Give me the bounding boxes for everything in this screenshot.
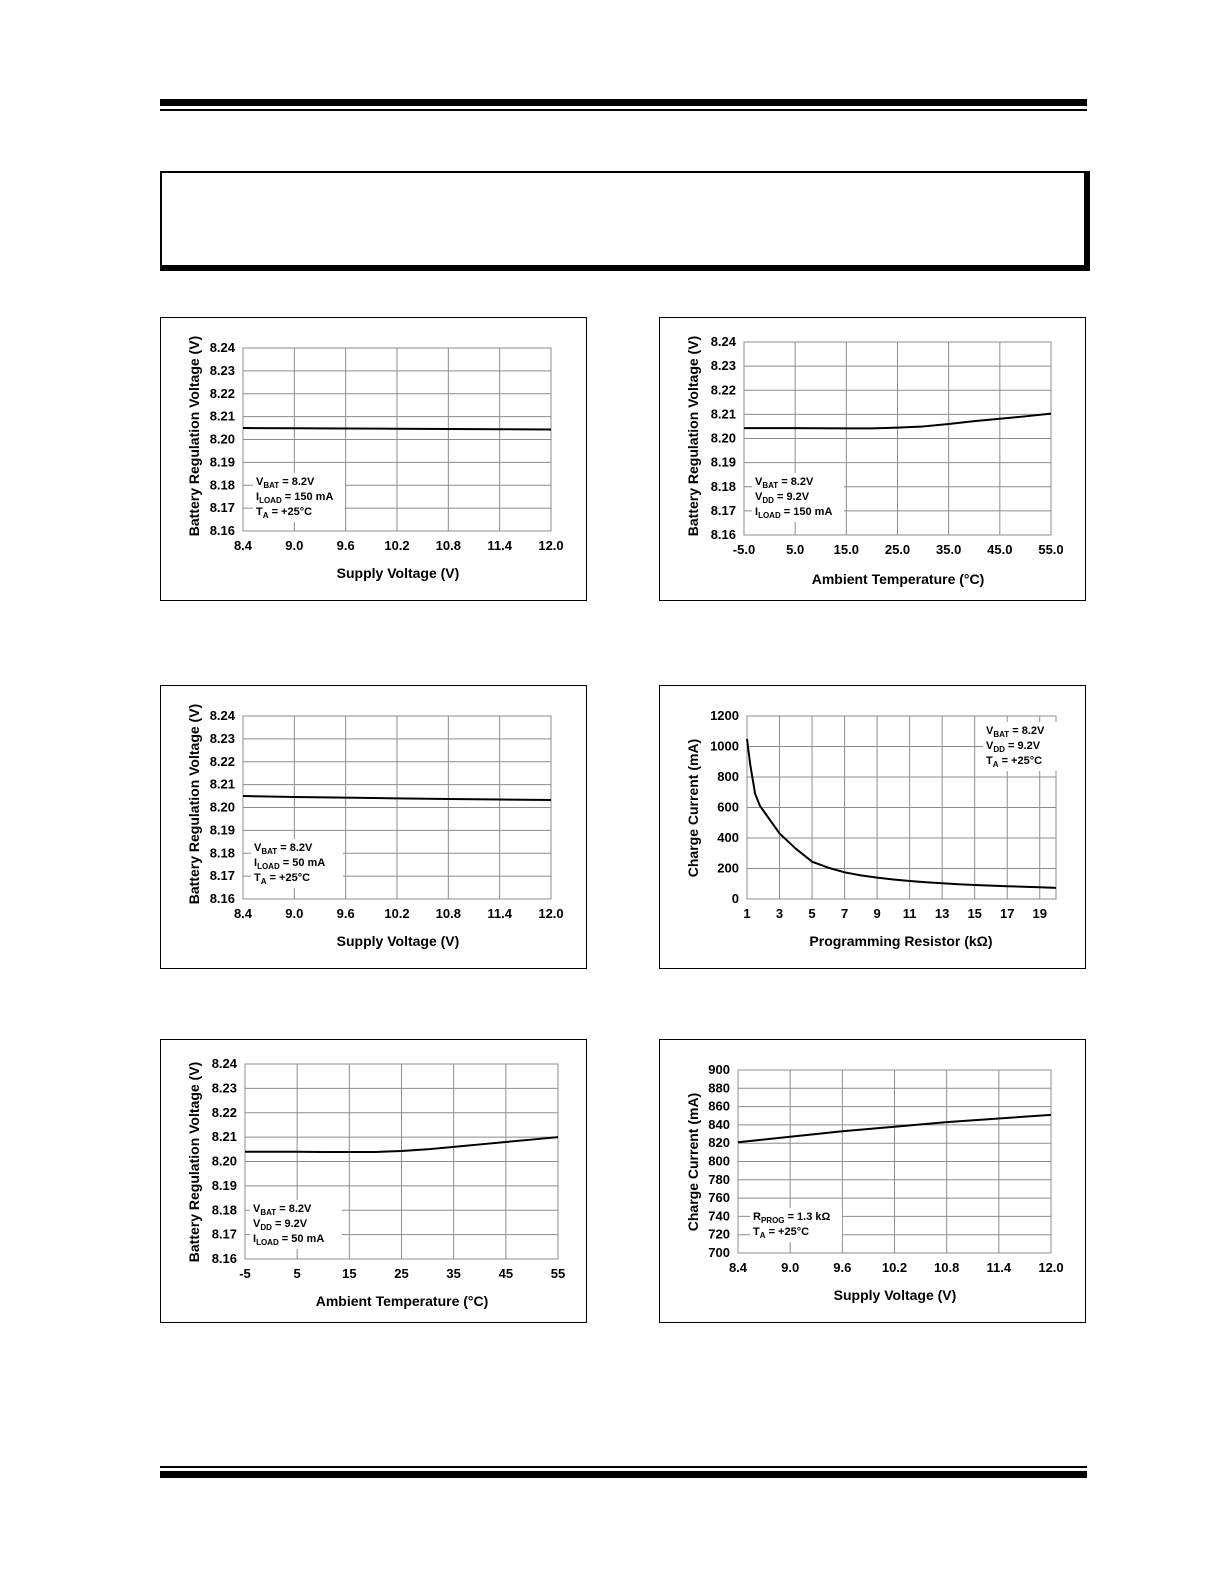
x-tick-label: 35 (446, 1266, 461, 1281)
chart-charge-current-vs-resistor (659, 685, 1086, 969)
condition-annotation: $T_A = +25^\circ C$ (254, 872, 311, 886)
header-box (160, 171, 1090, 271)
y-tick-label: 8.24 (211, 1056, 237, 1071)
y-tick-label: 800 (708, 1153, 730, 1169)
y-tick-label: 8.20 (710, 430, 736, 446)
y-tick-label: 820 (708, 1135, 730, 1151)
condition-annotation: $T_A = +25^\circ C$ (753, 1226, 810, 1240)
y-tick-label: 8.24 (710, 334, 736, 349)
condition-annotation: $V_{BAT} = 8.2V$ (254, 842, 313, 856)
c5-svg (161, 1040, 586, 1322)
top-rule-thick (160, 99, 1087, 106)
y-tick-label: 8.23 (710, 358, 736, 374)
x-axis-label: Ambient Temperature (°C) (315, 1293, 489, 1309)
y-tick-label: 8.19 (209, 822, 235, 838)
chart-battery-voltage-vs-temperature-50ma (160, 1039, 587, 1323)
x-tick-label: 15 (967, 906, 982, 921)
bottom-rule-thick (160, 1471, 1087, 1478)
y-tick-label: 8.16 (209, 523, 235, 538)
y-tick-label: 8.24 (209, 708, 235, 723)
condition-annotation: $I_{LOAD} = 50$ mA (253, 1233, 325, 1247)
x-tick-label: 9.6 (336, 538, 355, 553)
x-tick-label: 10.2 (881, 1260, 908, 1275)
y-tick-label: 8.22 (209, 753, 235, 769)
y-tick-label: 8.20 (209, 431, 235, 447)
x-axis-label: Supply Voltage (V) (336, 565, 460, 581)
y-tick-label: 700 (708, 1245, 730, 1260)
x-axis-label: Supply Voltage (V) (833, 1287, 957, 1303)
y-tick-label: 760 (708, 1190, 730, 1206)
y-tick-label: 8.17 (211, 1226, 237, 1242)
y-tick-label: 200 (717, 860, 739, 876)
y-tick-label: 880 (708, 1080, 730, 1096)
chart-battery-voltage-vs-temperature-150ma (659, 317, 1086, 601)
x-tick-label: 45 (498, 1266, 514, 1281)
x-tick-label: 10.8 (435, 538, 461, 553)
x-tick-label: 55 (550, 1266, 566, 1281)
condition-annotation: $V_{BAT} = 8.2V$ (986, 725, 1045, 739)
x-tick-label: 9.0 (781, 1260, 800, 1275)
y-tick-label: 780 (708, 1171, 730, 1187)
y-tick-label: 8.23 (211, 1080, 237, 1096)
y-axis-label: Battery Regulation Voltage (V) (186, 1061, 202, 1263)
condition-annotation: $V_{DD} = 9.2V$ (755, 491, 810, 505)
y-tick-label: 720 (708, 1226, 730, 1242)
condition-annotation: $V_{BAT} = 8.2V$ (256, 476, 315, 490)
x-tick-label: 9.6 (833, 1260, 852, 1275)
x-tick-label: 5 (808, 906, 816, 921)
y-tick-label: 400 (717, 830, 739, 845)
x-tick-label: 9.6 (336, 906, 355, 921)
y-axis-label: Battery Regulation Voltage (V) (685, 335, 701, 537)
y-tick-label: 8.17 (209, 500, 235, 516)
x-axis-label: Programming Resistor (kΩ) (809, 933, 993, 949)
y-tick-label: 8.16 (209, 891, 235, 906)
x-axis-label: Ambient Temperature (°C) (811, 571, 985, 587)
x-tick-label: 11.4 (986, 1260, 1012, 1275)
y-tick-label: 8.16 (710, 527, 736, 542)
x-tick-label: 11 (902, 906, 917, 921)
y-axis-label: Battery Regulation Voltage (V) (186, 703, 202, 905)
x-tick-label: 10.8 (934, 1260, 960, 1275)
x-tick-label: 15 (342, 1266, 357, 1281)
y-tick-label: 8.21 (710, 406, 736, 422)
c1-svg (161, 318, 586, 600)
y-tick-label: 8.22 (211, 1104, 237, 1120)
c6-svg (660, 1040, 1085, 1322)
condition-annotation: $I_{LOAD} = 150$ mA (256, 491, 334, 505)
y-tick-label: 8.20 (209, 799, 235, 815)
y-tick-label: 8.16 (211, 1251, 237, 1266)
x-tick-label: 12.0 (1038, 1260, 1064, 1275)
condition-annotation: $T_A = +25^\circ C$ (986, 755, 1043, 769)
y-tick-label: 8.22 (209, 385, 235, 401)
x-tick-label: 12.0 (538, 538, 564, 553)
condition-annotation: $V_{DD} = 9.2V$ (253, 1218, 308, 1232)
x-tick-label: 9.0 (285, 906, 304, 921)
y-axis-label: Charge Current (mA) (685, 738, 701, 878)
x-tick-label: 8.4 (728, 1260, 748, 1275)
x-tick-label: 25 (394, 1266, 409, 1281)
x-tick-label: 11.4 (487, 538, 512, 553)
x-tick-label: 10.8 (435, 906, 461, 921)
x-tick-label: 5.0 (786, 542, 805, 557)
condition-annotation: $V_{BAT} = 8.2V$ (755, 476, 814, 490)
x-tick-label: 10.2 (384, 538, 410, 553)
y-tick-label: 840 (708, 1116, 730, 1132)
x-tick-label: 8.4 (233, 906, 253, 921)
x-tick-label: 9 (873, 906, 881, 921)
c3-svg (161, 686, 586, 968)
y-tick-label: 8.18 (209, 845, 235, 861)
x-tick-label: 5 (293, 1266, 301, 1281)
chart-charge-current-vs-supply (659, 1039, 1086, 1323)
c2-svg (660, 318, 1085, 600)
x-tick-label: 25.0 (884, 542, 911, 557)
y-tick-label: 8.20 (211, 1153, 237, 1169)
condition-annotation: $I_{LOAD} = 50$ mA (254, 857, 326, 871)
y-tick-label: 8.22 (710, 382, 736, 398)
condition-annotation: $V_{DD} = 9.2V$ (986, 740, 1041, 754)
x-tick-label: -5.0 (732, 542, 756, 557)
x-tick-label: 45.0 (987, 542, 1013, 557)
x-tick-label: 15.0 (833, 542, 859, 557)
y-tick-label: 8.19 (710, 454, 736, 470)
y-tick-label: 740 (708, 1208, 730, 1224)
top-rule-thin (160, 109, 1087, 111)
y-tick-label: 800 (717, 769, 739, 784)
y-axis-label: Battery Regulation Voltage (V) (186, 335, 202, 537)
y-tick-label: 8.18 (211, 1202, 237, 1218)
condition-annotation: $T_A = +25^\circ C$ (256, 506, 313, 520)
y-tick-label: 8.19 (209, 454, 235, 470)
y-tick-label: 8.18 (710, 478, 736, 494)
y-tick-label: 8.21 (209, 408, 235, 424)
x-tick-label: 55.0 (1038, 542, 1064, 557)
x-tick-label: 13 (934, 906, 950, 921)
series-line (243, 428, 551, 429)
x-tick-label: 8.4 (233, 538, 253, 553)
y-tick-label: 900 (708, 1062, 730, 1077)
y-tick-label: 1200 (710, 708, 739, 723)
x-tick-label: 12.0 (538, 906, 564, 921)
x-tick-label: -5 (239, 1266, 251, 1281)
x-tick-label: 1 (743, 906, 751, 921)
y-tick-label: 8.21 (209, 776, 235, 792)
y-tick-label: 8.17 (209, 868, 235, 884)
y-tick-label: 0 (731, 891, 739, 906)
y-tick-label: 8.21 (211, 1129, 237, 1145)
x-tick-label: 9.0 (285, 538, 304, 553)
y-tick-label: 8.23 (209, 362, 235, 378)
x-tick-label: 17 (999, 906, 1015, 921)
condition-annotation: $I_{LOAD} = 150$ mA (755, 506, 833, 520)
y-tick-label: 8.23 (209, 730, 235, 746)
c4-svg (660, 686, 1085, 968)
x-tick-label: 10.2 (384, 906, 410, 921)
condition-annotation: $R_{PROG} = 1.3$ kΩ (753, 1211, 831, 1225)
x-tick-label: 19 (1032, 906, 1047, 921)
y-tick-label: 8.17 (710, 502, 736, 518)
y-tick-label: 8.24 (209, 340, 235, 355)
bottom-rule-thin (160, 1466, 1087, 1468)
y-tick-label: 8.18 (209, 477, 235, 493)
y-tick-label: 860 (708, 1098, 730, 1114)
x-tick-label: 7 (840, 906, 849, 921)
chart-battery-voltage-vs-supply-50ma (160, 685, 587, 969)
x-tick-label: 11.4 (487, 906, 512, 921)
y-tick-label: 8.19 (211, 1177, 237, 1193)
x-tick-label: 3 (775, 906, 784, 921)
x-tick-label: 35.0 (936, 542, 962, 557)
y-tick-label: 1000 (710, 738, 739, 754)
y-axis-label: Charge Current (mA) (685, 1092, 701, 1232)
x-axis-label: Supply Voltage (V) (336, 933, 460, 949)
y-tick-label: 600 (717, 799, 739, 815)
chart-battery-voltage-vs-supply-150ma (160, 317, 587, 601)
condition-annotation: $V_{BAT} = 8.2V$ (253, 1203, 312, 1217)
